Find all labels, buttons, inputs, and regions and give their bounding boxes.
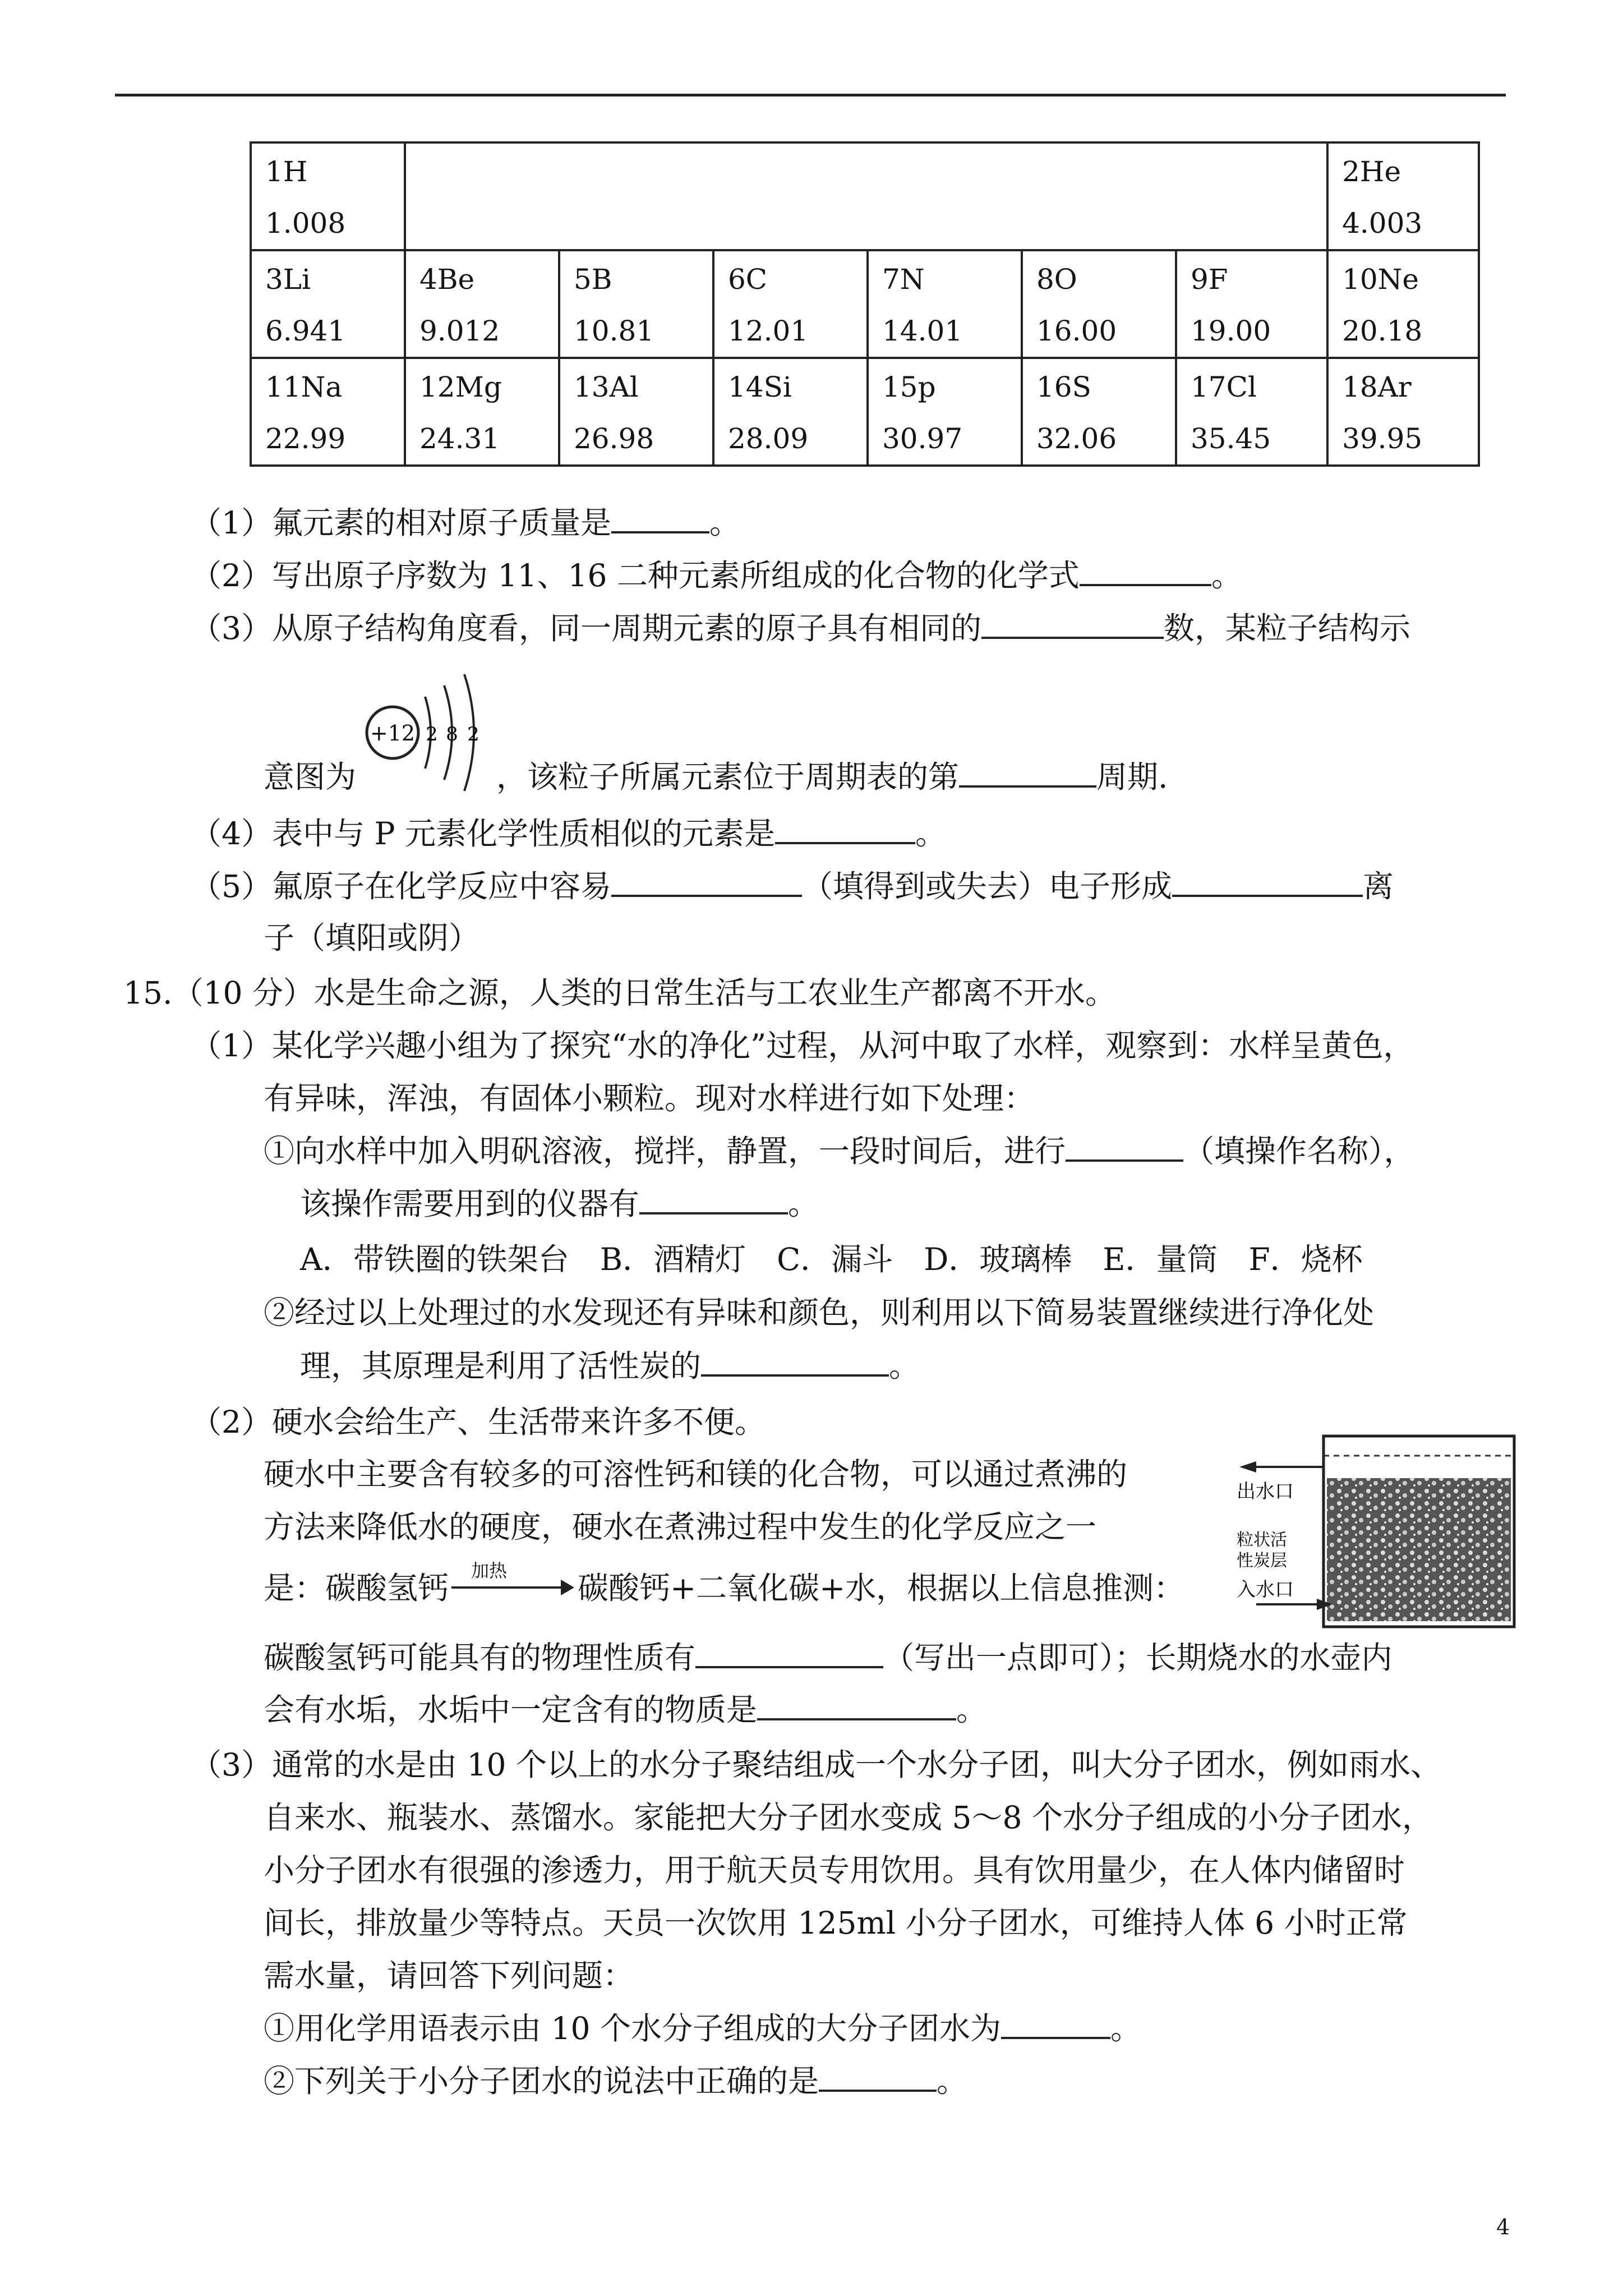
element-cell: 4Be 9.012	[405, 250, 559, 358]
element-cell: 12Mg 24.31	[405, 358, 559, 466]
question-line: （3）通常的水是由 10 个以上的水分子聚结组成一个水分子团，叫大分子团水，例如雨水、	[191, 1747, 1441, 1783]
answer-blank[interactable]	[819, 2060, 937, 2092]
element-cell: 1H 1.008	[251, 142, 405, 250]
element-cell: 2He 4.003	[1327, 142, 1479, 250]
activated-carbon-filter-diagram	[1234, 1414, 1525, 1649]
element-cell: 3Li 6.941	[251, 250, 405, 358]
answer-blank[interactable]	[775, 813, 915, 844]
question-line: （3）从原子结构角度看，同一周期元素的原子具有相同的 数，某粒子结构示	[191, 606, 1410, 651]
answer-blank[interactable]	[1080, 555, 1211, 586]
element-cell: 11Na 22.99	[251, 358, 405, 466]
element-cell: 5B 10.81	[559, 250, 713, 358]
answer-blank[interactable]	[757, 1689, 956, 1720]
question-line: 小分子团水有很强的渗透力，用于航天员专用饮用。具有饮用量少，在人体内储留时	[264, 1852, 1405, 1888]
question-line: ②下列关于小分子团水的说法中正确的是 。	[264, 2059, 967, 2104]
inlet-label: 入水口	[1237, 1579, 1294, 1601]
answer-blank[interactable]	[639, 1183, 788, 1214]
question-line: 间长，排放量少等特点。天员一次饮用 125ml 小分子团水，可维持人体 6 小时正常	[264, 1905, 1408, 1941]
question-line: ①向水样中加入明矾溶液，搅拌，静置，一段时间后，进行 （填操作名称），	[264, 1129, 1415, 1174]
element-cell: 10Ne 20.18	[1327, 250, 1479, 358]
answer-blank[interactable]	[959, 756, 1096, 788]
periodic-table	[250, 141, 1480, 467]
header-rule	[115, 94, 1506, 96]
element-cell: 18Ar 39.95	[1327, 358, 1479, 466]
layer-label-2: 性炭层	[1237, 1551, 1287, 1571]
question-line: 理，其原理是利用了活性炭的 。	[300, 1343, 920, 1388]
question-line: （2）硬水会给生产、生活带来许多不便。	[191, 1404, 766, 1440]
answer-blank[interactable]	[611, 866, 802, 897]
nucleus-charge: +12	[370, 721, 416, 746]
shell-2-electrons: 8	[446, 723, 458, 746]
question-line: 意图为 ，该粒子所属元素位于周期表的第 周期.	[264, 754, 1168, 799]
question-line: 会有水垢，水垢中一定含有的物质是 。	[264, 1687, 987, 1732]
element-cell: 7N 14.01	[868, 250, 1022, 358]
choice-options: A．带铁圈的铁架台 B．酒精灯 C．漏斗 D．玻璃棒 E．量筒 F．烧杯	[300, 1241, 1363, 1277]
empty-cell	[405, 142, 1327, 250]
element-cell: 6C 12.01	[713, 250, 868, 358]
element-cell: 15p 30.97	[868, 358, 1022, 466]
question-line: （1）某化学兴趣小组为了探究“水的净化”过程，从河中取了水样，观察到：水样呈黄色，	[191, 1028, 1414, 1064]
reaction-line: 是：碳酸氢钙 加热 碳酸钙+二氧化碳+水，根据以上信息推测：	[264, 1560, 1185, 1606]
element-cell: 13Al 26.98	[559, 358, 713, 466]
element-cell: 16S 32.06	[1022, 358, 1176, 466]
layer-label-1: 粒状活	[1237, 1530, 1287, 1550]
shell-1-electrons: 2	[426, 723, 438, 746]
outlet-label: 出水口	[1237, 1480, 1294, 1503]
page-number: 4	[1496, 2215, 1510, 2239]
answer-blank[interactable]	[1066, 1130, 1183, 1162]
table-row	[251, 250, 1479, 358]
answer-blank[interactable]	[1172, 866, 1363, 897]
element-cell: 14Si 28.09	[713, 358, 868, 466]
carbon-layer	[1327, 1478, 1511, 1621]
question-line: 有异味，浑浊，有固体小颗粒。现对水样进行如下处理：	[264, 1080, 1035, 1116]
element-cell: 8O 16.00	[1022, 250, 1176, 358]
table-row	[251, 358, 1479, 466]
heating-arrow: 加热	[449, 1565, 578, 1599]
answer-blank[interactable]	[981, 608, 1164, 639]
question-line: （5）氟原子在化学反应中容易 （填得到或失去）电子形成 离	[191, 864, 1394, 909]
answer-blank[interactable]	[695, 1637, 883, 1668]
question-line: （4）表中与 P 元素化学性质相似的元素是 。	[191, 811, 946, 856]
question-line: 自来水、瓶装水、蒸馏水。家能把大分子团水变成 5～8 个水分子组成的小分子团水，	[264, 1800, 1433, 1835]
question-line: 硬水中主要含有较多的可溶性钙和镁的化合物，可以通过煮沸的	[264, 1456, 1128, 1492]
question-line: 方法来降低水的硬度，硬水在煮沸过程中发生的化学反应之一	[264, 1509, 1097, 1545]
question-line: 碳酸氢钙可能具有的物理性质有 （写出一点即可）；长期烧水的水壶内	[264, 1635, 1393, 1680]
element-cell: 9F 19.00	[1176, 250, 1327, 358]
question-line: （1）氟元素的相对原子质量是 。	[191, 500, 740, 545]
question-line: ②经过以上处理过的水发现还有异味和颜色，则利用以下简易装置继续进行净化处	[264, 1295, 1375, 1331]
question-line: 该操作需要用到的仪器有 。	[300, 1181, 819, 1226]
question-line: 子（填阳或阴）	[264, 920, 480, 956]
table-row	[251, 142, 1479, 250]
answer-blank[interactable]	[611, 502, 709, 533]
answer-blank[interactable]	[1001, 2008, 1110, 2039]
answer-blank[interactable]	[701, 1345, 889, 1377]
element-cell: 17Cl 35.45	[1176, 358, 1327, 466]
question-line: ①用化学用语表示由 10 个水分子组成的大分子团水为 。	[264, 2006, 1141, 2051]
shell-3-electrons: 2	[467, 723, 479, 746]
question-title: 15.（10 分）水是生命之源，人类的日常生活与工农业生产都离不开水。	[123, 975, 1116, 1011]
question-line: 需水量，请回答下列问题：	[264, 1958, 634, 1994]
question-line: （2）写出原子序数为 11、16 二种元素所组成的化合物的化学式 。	[191, 553, 1242, 598]
